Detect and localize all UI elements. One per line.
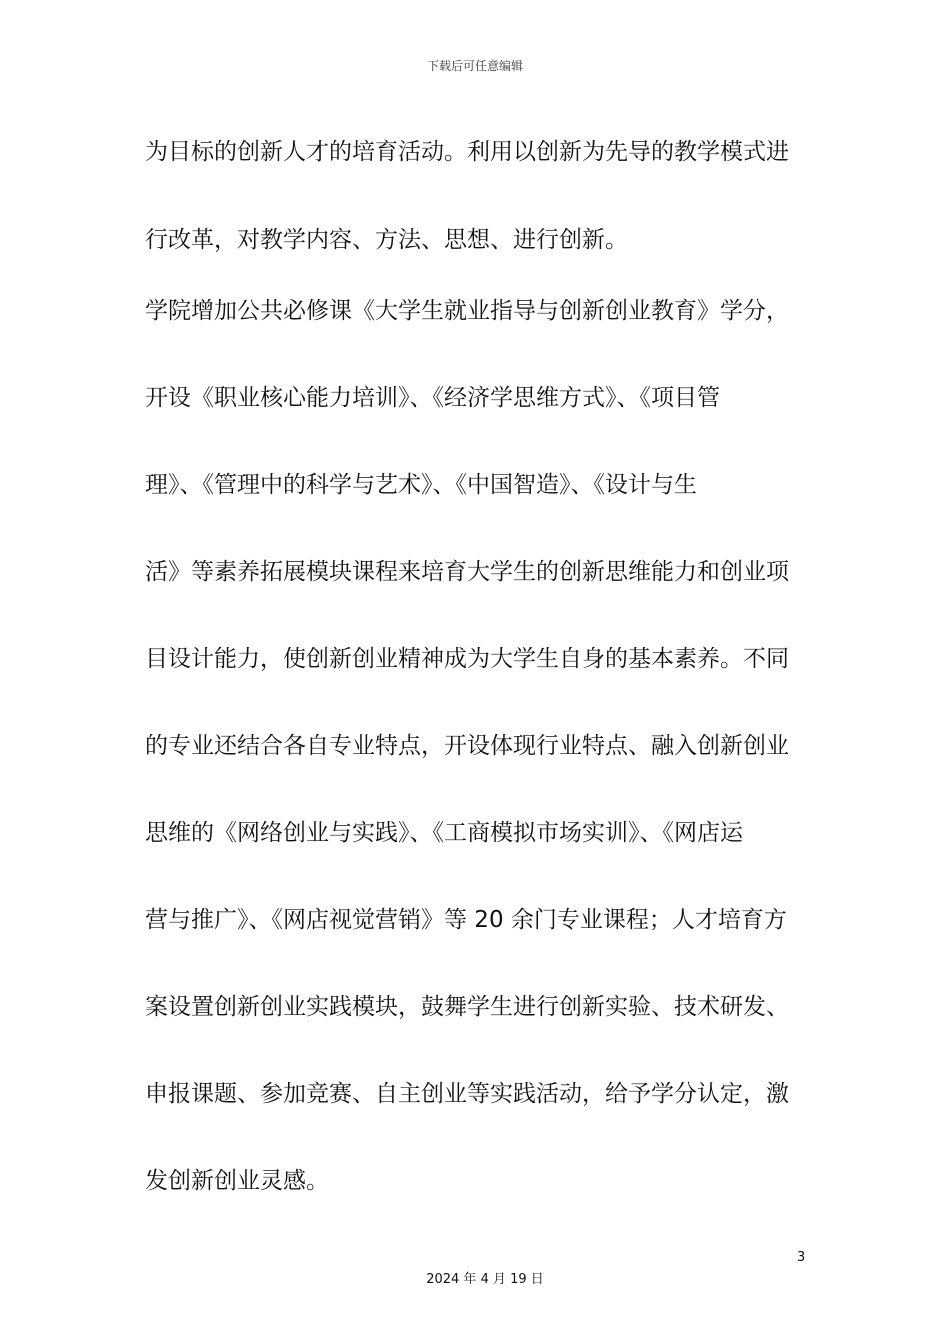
body-line: 的专业还结合各自专业特点，开设体现行业特点、融入创新创业 <box>145 733 789 759</box>
body-line: 为目标的创新人才的培育活动。利用以创新为先导的教学模式进 <box>145 139 789 165</box>
header-note: 下载后可任意编辑 <box>426 59 523 73</box>
body-line: 申报课题、参加竞赛、自主创业等实践活动，给予学分认定，激 <box>145 1081 789 1107</box>
body-line: 理》、《管理中的科学与艺术》、《中国智造》、《设计与生 <box>145 472 697 498</box>
body-line: 案设置创新创业实践模块，鼓舞学生进行创新实验、技术研发、 <box>145 994 789 1020</box>
page-number: 3 <box>797 1250 806 1265</box>
footer-date: 2024 年 4 月 19 日 <box>426 1272 544 1287</box>
body-line: 目设计能力，使创新创业精神成为大学生自身的基本素养。不同 <box>145 646 789 672</box>
body-line: 开设《职业核心能力培训》、《经济学思维方式》、《项目管 <box>145 385 720 411</box>
body-line: 行改革，对教学内容、方法、思想、进行创新。 <box>145 227 628 253</box>
body-line: 学院增加公共必修课《大学生就业指导与创新创业教育》学分， <box>145 298 789 324</box>
body-line: 营与推广》、《网店视觉营销》等 20 余门专业课程；人才培育方 <box>145 907 787 933</box>
body-line: 发创新创业灵感。 <box>145 1168 329 1194</box>
body-line: 思维的《网络创业与实践》、《工商模拟市场实训》、《网店运 <box>145 820 743 846</box>
body-line: 活》等素养拓展模块课程来培育大学生的创新思维能力和创业项 <box>145 559 789 585</box>
